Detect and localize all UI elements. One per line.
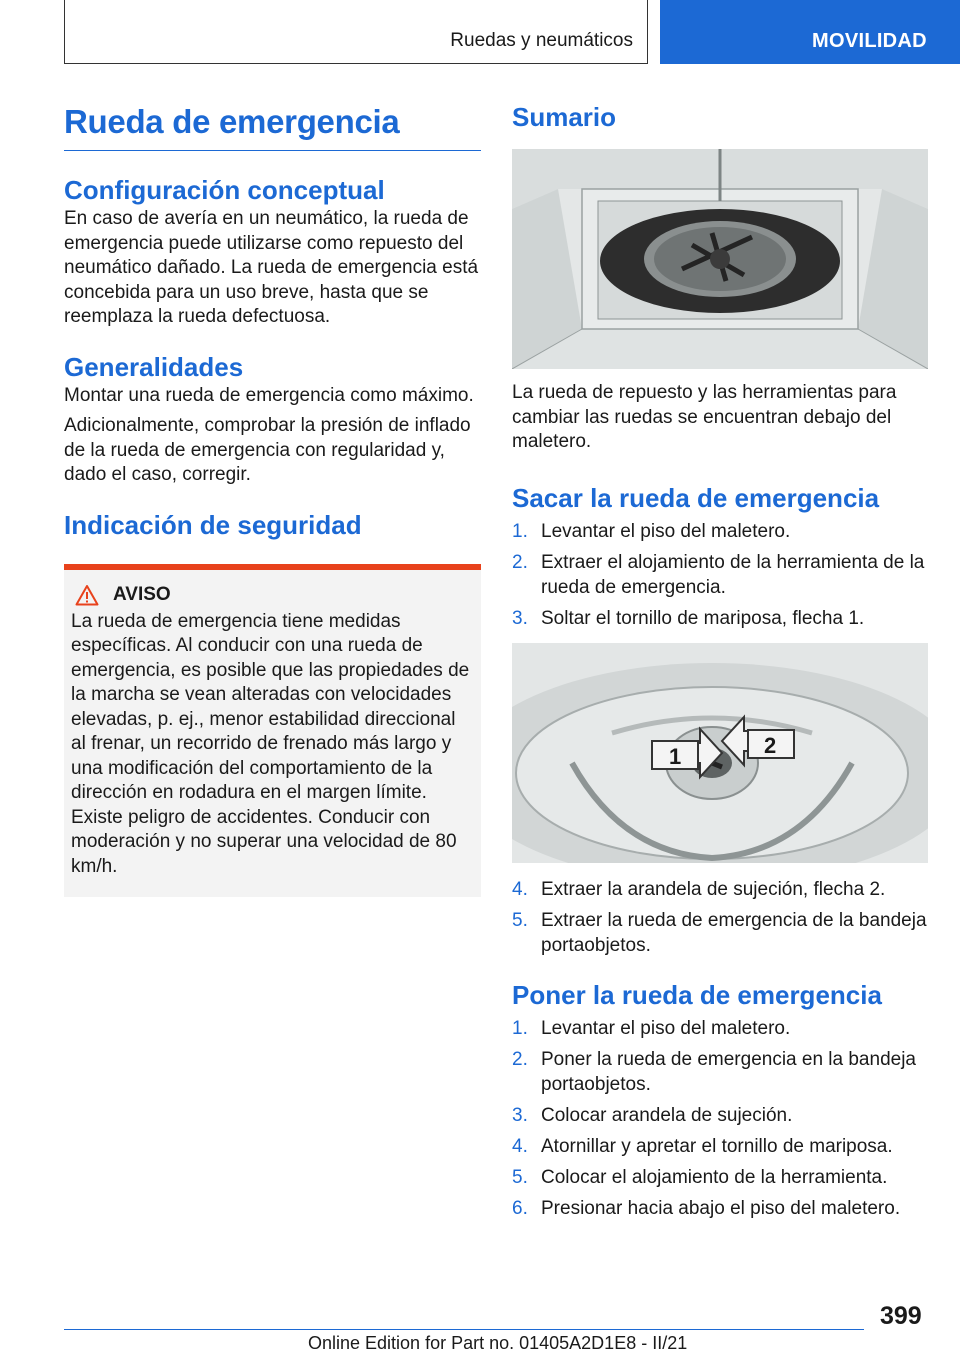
summary-caption: La rueda de repuesto y las herramientas para cambiar las ruedas se encuentran debajo del maletero. (512, 382, 897, 452)
remove-steps-b (512, 877, 928, 958)
warning-box (64, 564, 481, 898)
step-number: 1. (512, 520, 528, 542)
header-section-title: Ruedas y neumáticos (450, 30, 633, 51)
step-number: 4. (512, 878, 528, 900)
step-text: Soltar el tornillo de mariposa, flecha 1. (541, 607, 865, 629)
step-text: Atornillar y apretar el tornillo de mariposa. (541, 1135, 893, 1157)
step-number: 6. (512, 1197, 528, 1219)
page-title: Rueda de emergencia (64, 100, 481, 151)
warning-header (75, 584, 474, 606)
step-number: 2. (512, 1048, 528, 1070)
footer-edition: Online Edition for Part no. 01405A2D1E8 - II/21 (308, 1333, 688, 1353)
step-text: Extraer el alojamiento de la herramienta de la rueda de emergencia. (541, 551, 925, 598)
step-number: 4. (512, 1135, 528, 1157)
heading-safety: Indicación de seguridad (64, 509, 362, 540)
list-item (512, 1047, 928, 1097)
heading-general: Generalidades (64, 351, 244, 382)
step-number: 5. (512, 909, 528, 931)
list-item (512, 1165, 928, 1190)
arrow-1-label: 1 (669, 743, 682, 769)
list-item (512, 1196, 928, 1221)
wing-nut-arrows-image (512, 643, 928, 863)
step-text: Presionar hacia abajo el piso del maletero. (541, 1197, 901, 1219)
header-tab-label: MOVILIDAD (812, 30, 927, 52)
list-item (512, 519, 928, 544)
heading-install: Poner la rueda de emergencia (512, 979, 882, 1010)
step-number: 2. (512, 551, 528, 573)
step-number: 5. (512, 1166, 528, 1188)
warning-triangle-icon (75, 584, 99, 606)
step-text: Levantar el piso del maletero. (541, 520, 791, 542)
footer-divider (64, 1329, 864, 1330)
heading-remove: Sacar la rueda de emergencia (512, 482, 880, 513)
list-item (512, 908, 928, 958)
step-text: Poner la rueda de emergencia en la bandeja portaobjetos. (541, 1048, 916, 1095)
list-item (512, 1134, 928, 1159)
trunk-spare-wheel-image (512, 149, 928, 369)
left-column (64, 100, 481, 897)
page-number: 399 (880, 1302, 922, 1330)
general-p1: Montar una rueda de emergencia como máximo. (64, 384, 474, 406)
arrow-2-label: 2 (764, 732, 777, 758)
right-column (512, 100, 928, 1227)
warning-text: La rueda de emergencia tiene medidas específicas. Al conducir con una rueda de emergencia, es posible que las propiedades de la marcha se vean alteradas con velocidades elevadas, p. ej., menor estabilidad direccional al frenar, un recorrido de frenado más largo y una modificación del comportamiento de la dirección en rodadura en el margen límite. Existe peligro de accidentes. Conducir con moderación y no superar una velocidad de 80 km/h. (71, 610, 470, 877)
step-text: Extraer la rueda de emergencia de la bandeja portaobjetos. (541, 909, 927, 956)
concept-body: En caso de avería en un neumático, la rueda de emergencia puede utilizarse como repuesto del neumático dañado. La rueda de emergencia está concebida para un uso breve, hasta que se reemplaza la rueda defectuosa. (64, 208, 479, 327)
heading-concept: Configuración conceptual (64, 175, 385, 205)
general-p2: Adicionalmente, comprobar la presión de inflado de la rueda de emergencia con regularidad y, dado el caso, corregir. (64, 415, 471, 485)
header-section-box (64, 0, 648, 64)
remove-steps-a (512, 519, 928, 631)
list-item (512, 606, 928, 631)
step-text: Levantar el piso del maletero. (541, 1017, 791, 1039)
header-tab-movilidad[interactable] (660, 0, 960, 64)
step-number: 3. (512, 607, 528, 629)
list-item (512, 877, 928, 902)
step-text: Extraer la arandela de sujeción, flecha 2. (541, 878, 886, 900)
heading-summary: Sumario (512, 102, 617, 132)
list-item (512, 1016, 928, 1041)
install-steps (512, 1016, 928, 1221)
list-item (512, 550, 928, 600)
step-number: 1. (512, 1017, 528, 1039)
warning-label: AVISO (113, 583, 171, 605)
step-number: 3. (512, 1104, 528, 1126)
list-item (512, 1103, 928, 1128)
step-text: Colocar arandela de sujeción. (541, 1104, 793, 1126)
step-text: Colocar el alojamiento de la herramienta. (541, 1166, 888, 1188)
